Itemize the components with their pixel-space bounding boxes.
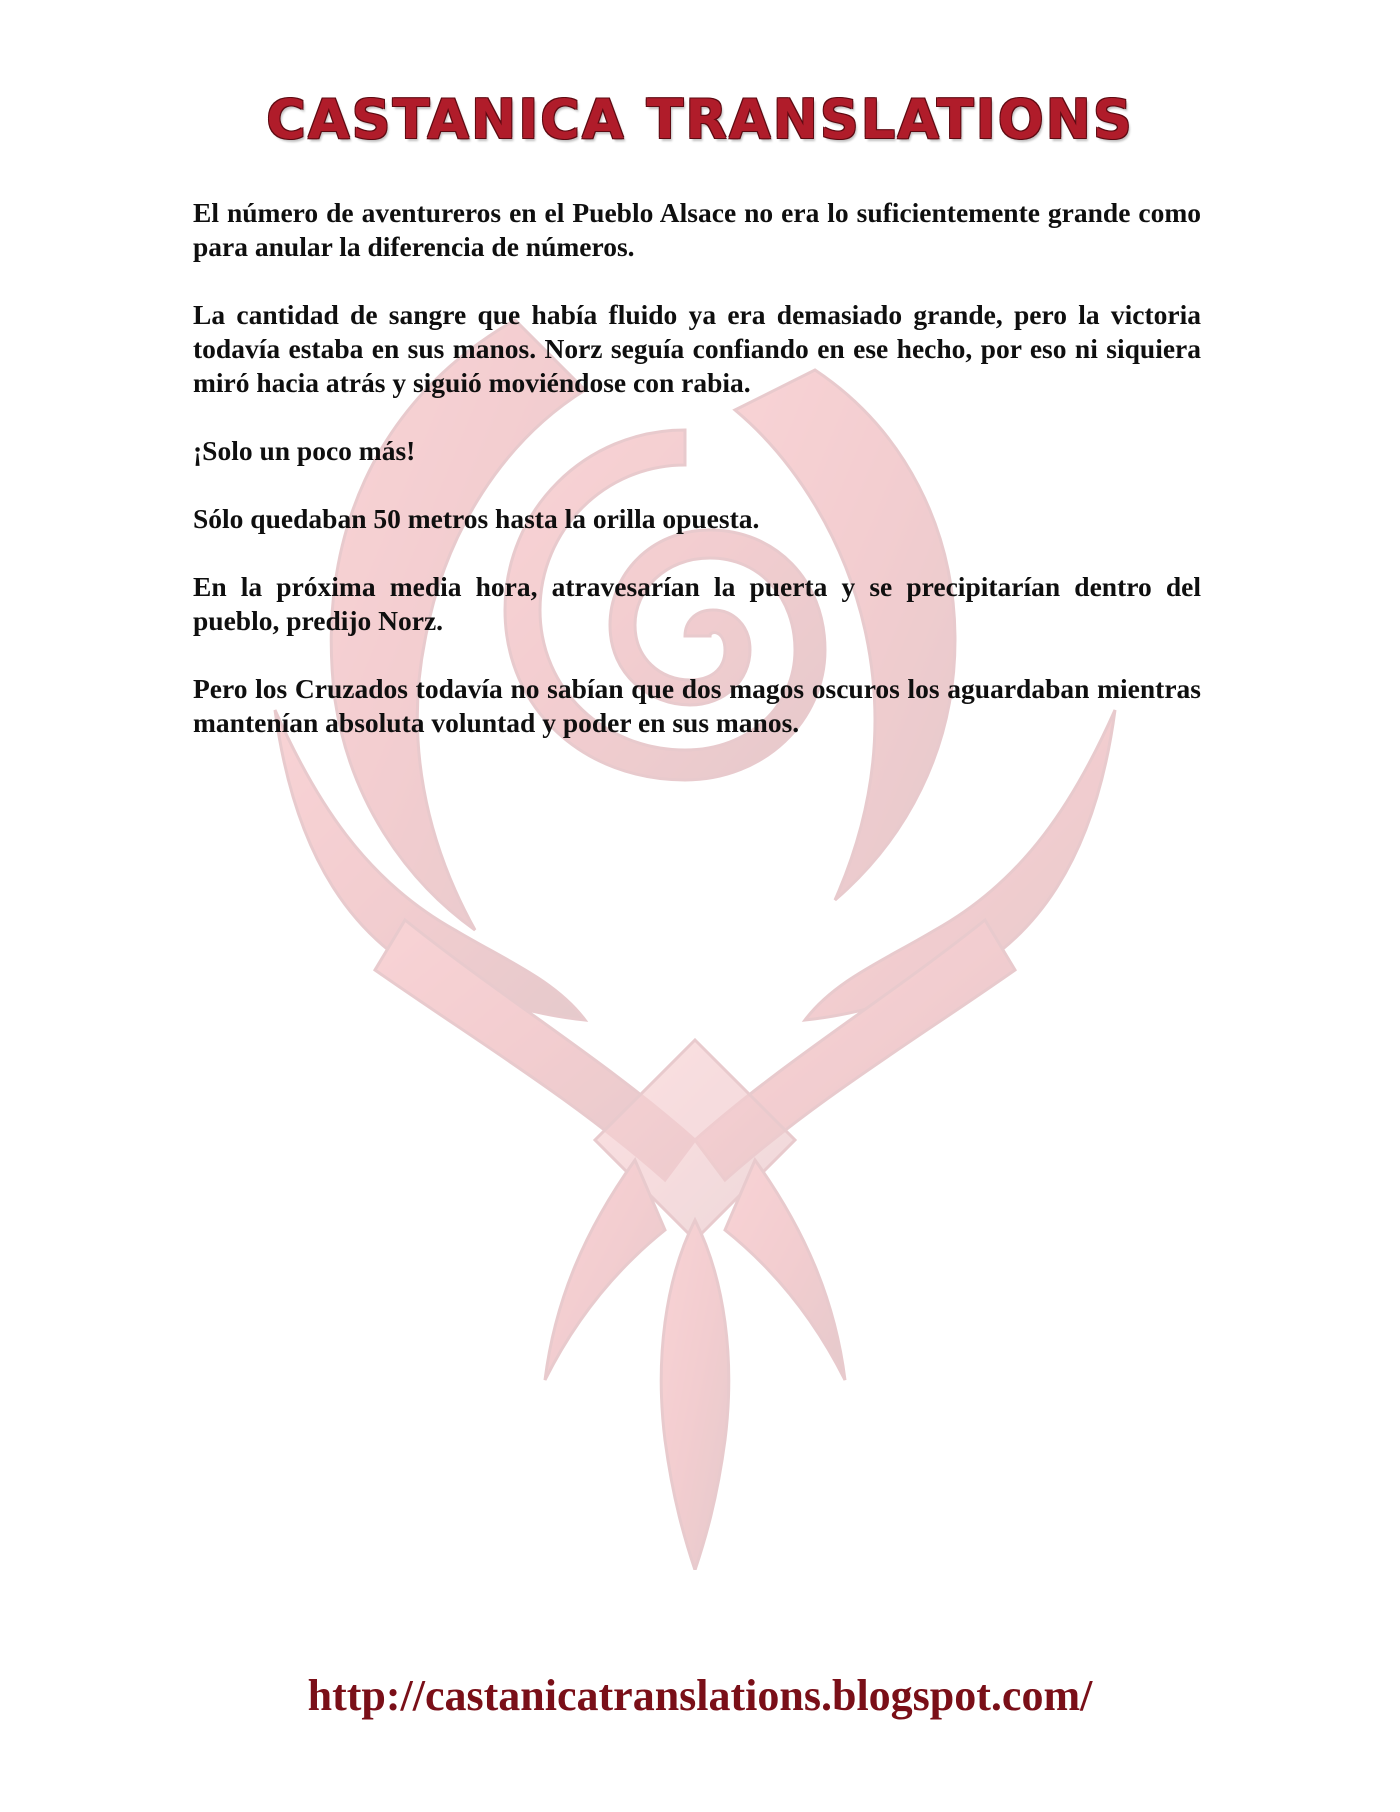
paragraph: ¡Solo un poco más! [193,435,416,466]
paragraph: En la próxima media hora, atravesarían la puerta y se precipitarían dentro del pueblo, predijo Norz. [193,571,1201,636]
paragraph: El número de aventureros en el Pueblo Alsace no era lo suficientemente grande como para anular la diferencia de números. [193,197,1201,262]
site-title: CASTANICA TRANSLATIONS [266,88,1134,151]
translation-text [193,196,1201,774]
paragraph: Sólo quedaban 50 metros hasta la orilla opuesta. [193,503,760,534]
blog-url-link[interactable]: http://castanicatranslations.blogspot.com/ [307,1671,1093,1720]
paragraph: La cantidad de sangre que había fluido ya era demasiado grande, pero la victoria todavía estaba en sus manos. Norz seguía confiando en ese hecho, por eso ni siquiera miró hacia atrás y siguió moviéndose con rabia. [193,299,1201,398]
paragraph: Pero los Cruzados todavía no sabían que dos magos oscuros los aguardaban mientras mantenían absoluta voluntad y poder en sus manos. [193,673,1201,738]
